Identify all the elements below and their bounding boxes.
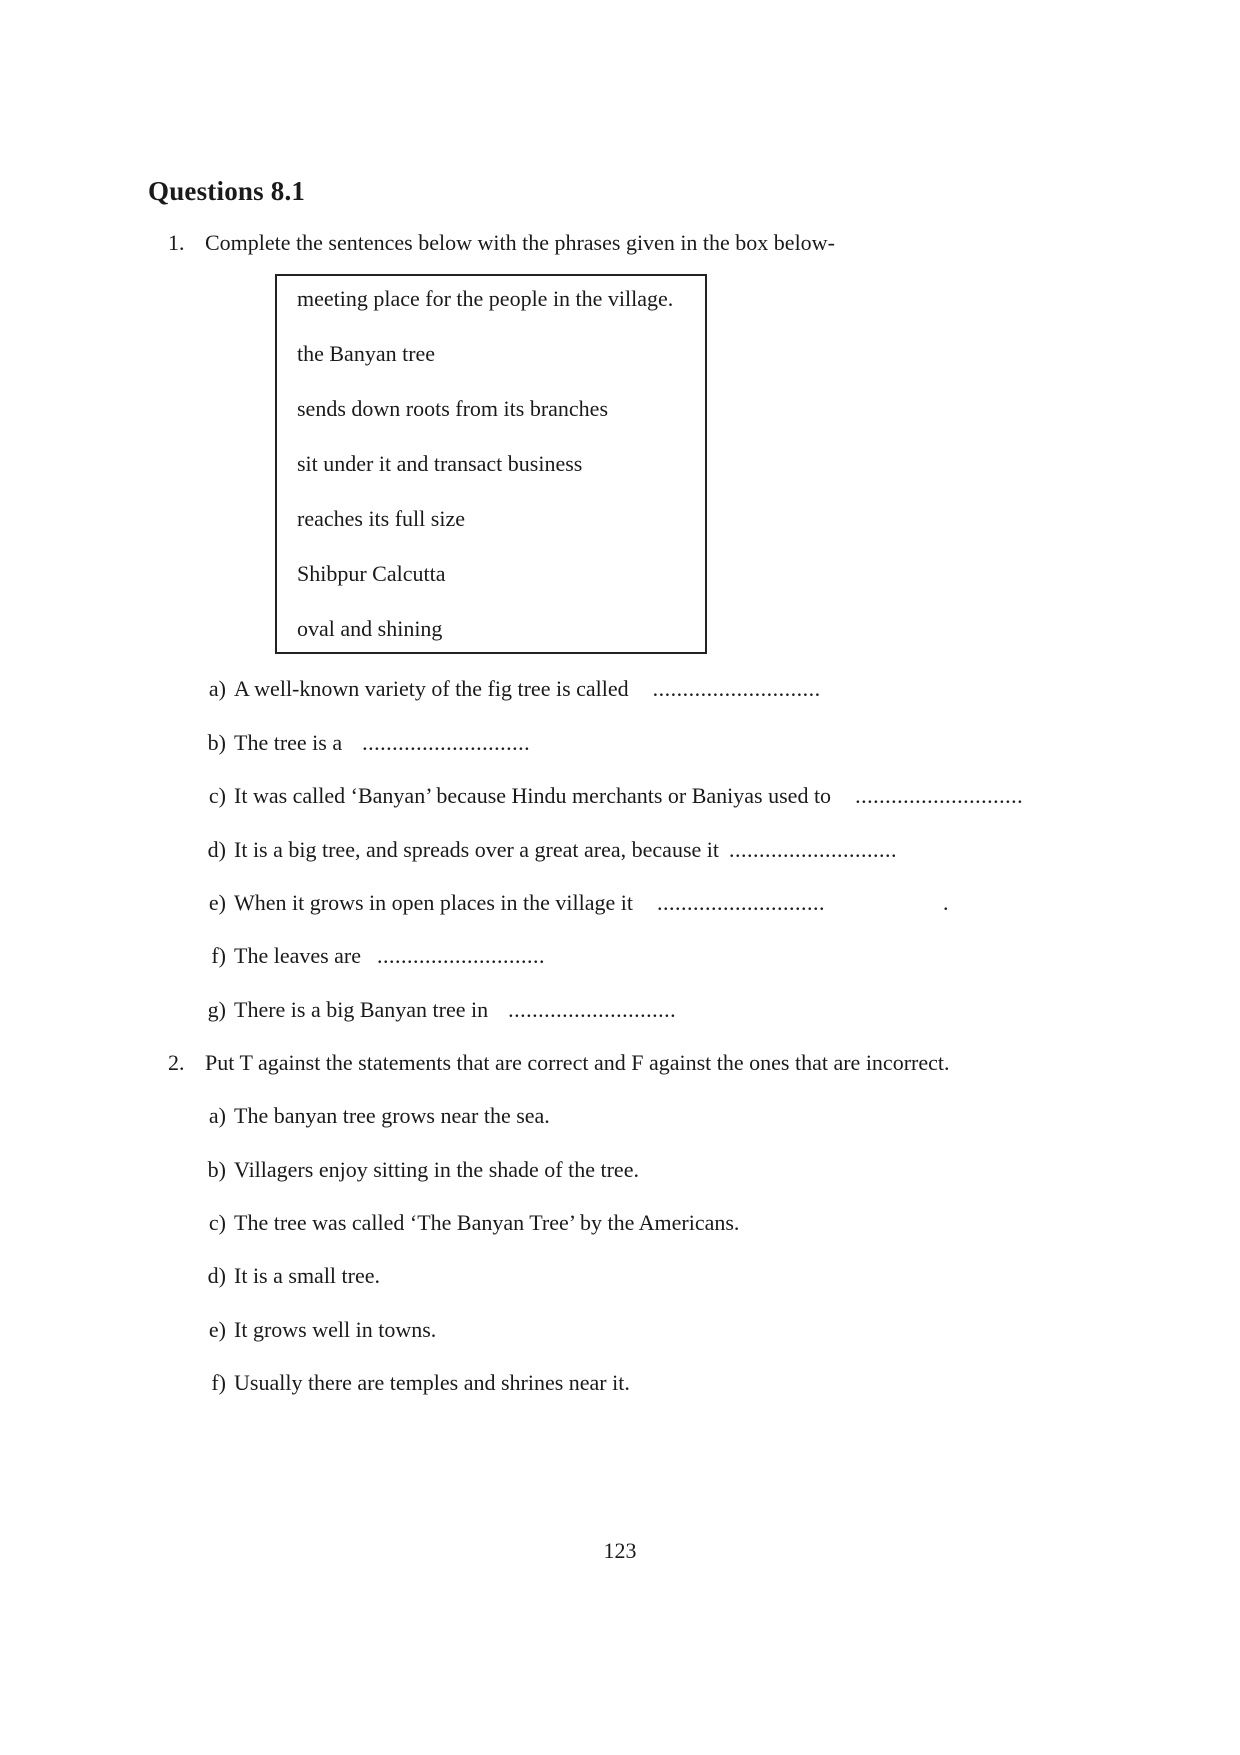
item-text: The banyan tree grows near the sea. [234,1103,550,1128]
q1-item-e [200,888,948,918]
item-label: e) [208,890,226,915]
item-label: g) [207,997,226,1022]
item-label: b) [207,730,226,755]
item-text: When it grows in open places in the village it [234,890,633,915]
question-2-prompt: Put T against the statements that are correct and F against the ones that are incorrect. [205,1050,950,1075]
sentence-end-period: . [942,890,949,915]
item-label: e) [208,1317,226,1342]
q2-item-f [200,1368,630,1398]
item-text: There is a big Banyan tree in [234,997,489,1022]
answer-blank: ............................ [508,997,677,1022]
item-text: A well-known variety of the fig tree is called [234,676,629,701]
answer-blank: ............................ [652,676,821,701]
answer-blank: ............................ [377,943,546,968]
item-label: c) [208,1210,226,1235]
phrase-item: meeting place for the people in the village. [297,286,674,311]
item-text: The tree is a [234,730,343,755]
q2-item-b [200,1155,639,1185]
item-text: It was called ‘Banyan’ because Hindu merchants or Baniyas used to [234,783,832,808]
item-label: d) [207,1263,226,1288]
item-text: It is a big tree, and spreads over a great area, because it [234,837,719,862]
q1-item-f [200,941,545,971]
phrase-item: sends down roots from its branches [297,396,609,421]
q2-item-d [200,1261,380,1291]
answer-blank: ............................ [855,783,1024,808]
item-label: b) [207,1157,226,1182]
item-label: a) [208,676,226,701]
page-number: 123 [603,1538,637,1563]
answer-blank: ............................ [656,890,825,915]
question-1-number: 1. [168,230,185,255]
phrase-item: sit under it and transact business [297,451,583,476]
q1-item-c [200,781,1023,811]
phrase-item: reaches its full size [297,506,465,531]
q2-item-c [200,1208,739,1238]
q1-item-a [200,674,821,704]
q1-item-d [200,835,897,865]
item-label: c) [208,783,226,808]
item-text: It is a small tree. [234,1263,381,1288]
q1-item-b [200,728,530,758]
item-text: The leaves are [234,943,362,968]
answer-blank: ............................ [362,730,531,755]
answer-blank: ............................ [729,837,897,862]
phrase-box [275,274,707,654]
item-label: a) [208,1103,226,1128]
section-heading: Questions 8.1 [148,176,306,206]
item-label: f) [211,943,226,968]
q2-item-a [200,1101,550,1131]
phrase-item: Shibpur Calcutta [297,561,446,586]
question-2-number: 2. [168,1050,185,1075]
item-text: The tree was called ‘The Banyan Tree’ by the Americans. [234,1210,740,1235]
item-text: Villagers enjoy sitting in the shade of the tree. [234,1157,639,1182]
phrase-item: the Banyan tree [297,341,436,366]
item-label: f) [211,1370,226,1395]
q1-item-g [200,995,676,1025]
question-1-prompt: Complete the sentences below with the phrases given in the box below- [205,230,835,255]
item-text: Usually there are temples and shrines near it. [234,1370,630,1395]
phrase-item: oval and shining [297,616,443,641]
q2-item-e [200,1315,436,1345]
item-text: It grows well in towns. [234,1317,437,1342]
item-label: d) [207,837,226,862]
